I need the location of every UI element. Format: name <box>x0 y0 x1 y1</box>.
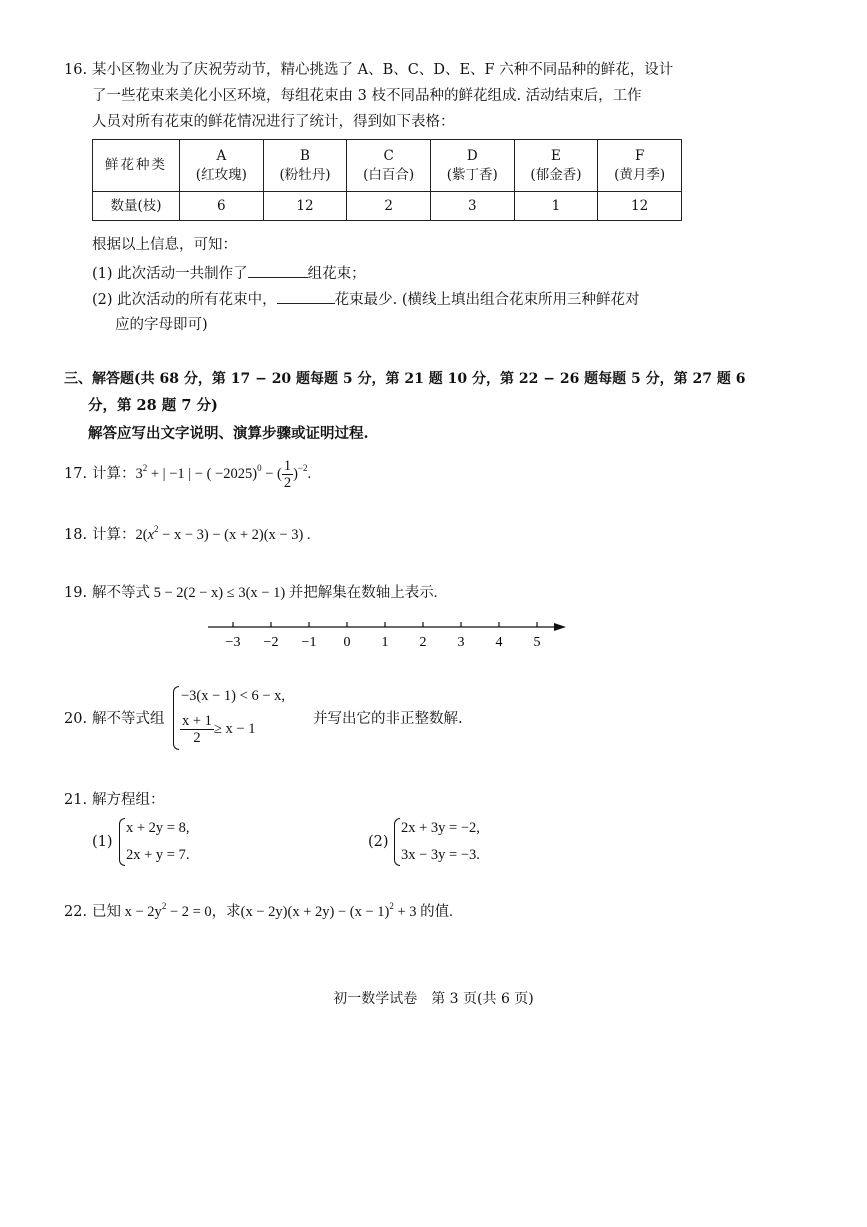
table-column-f: F (黄月季) <box>598 140 682 192</box>
table-row-label: 数量(枝) <box>93 192 180 221</box>
table-column-d: D (紫丁香) <box>430 140 514 192</box>
q20-label: 解不等式组 <box>92 711 165 727</box>
q16-intro: 根据以上信息，可知： <box>92 237 237 253</box>
q21-label: 解方程组： <box>92 792 165 808</box>
q21-system2-label: (2) <box>368 834 389 850</box>
table-cell: 12 <box>598 192 682 221</box>
q16-part2-line2: 应的字母即可) <box>115 317 208 333</box>
q19-text: 解不等式 5 − 2(2 − x) ≤ 3(x − 1) 并把解集在数轴上表示. <box>92 585 438 601</box>
question-number: 18. <box>64 527 88 543</box>
q17-expression: 计算：$3^2$ + | −1 | − ( −2025)$^0$ − ( $\frac{1}{2}$ )$^{-2}$. <box>92 458 312 492</box>
question-number: 16. <box>64 62 88 78</box>
table-cell: 6 <box>180 192 264 221</box>
fraction: $\frac{x + 1}{2}$ <box>182 713 212 746</box>
section-heading-line2: 分，第 28 题 7 分) <box>88 397 218 414</box>
q16-text-line2: 了一些花束来美化小区环境，每组花束由 3 枝不同品种的鲜花组成. 活动结束后，工作 <box>92 88 642 104</box>
q22-text: 已知 $x - 2y^2 - 2 = 0$，求$(x - 2y)(x + 2y) - (x - 1)^2 + 3$ 的值. <box>92 901 453 920</box>
brace <box>119 818 125 866</box>
q18-expression: 计算：$2(x^2 - x - 3) - (x + 2)(x - 3)$ . <box>92 524 311 543</box>
section-heading: 三、解答题(共 68 分，第 17 − 20 题每题 5 分，第 21 题 10 分，第 22 − 26 题每题 5 分，第 27 题 6 <box>64 371 746 387</box>
table-cell: 2 <box>347 192 431 221</box>
q16-text-line3: 人员对所有花束的鲜花情况进行了统计，得到如下表格： <box>92 114 455 130</box>
q20-inequality1: −3(x − 1) < 6 − x, <box>181 688 285 704</box>
q16-part2: (2) 此次活动的所有花束中， 花束最少. (横线上填出组合花束所用三种鲜花对 <box>92 288 640 310</box>
number-line <box>200 615 570 655</box>
number-line-label: 4 <box>495 635 503 650</box>
fraction: $\frac{1}{2}$ <box>283 458 292 492</box>
number-line-label: 5 <box>533 635 541 650</box>
table-header-label: 鲜花种类 <box>93 140 180 192</box>
q21-system1-eq1: x + 2y = 8, <box>126 820 190 836</box>
number-line-label: 2 <box>419 635 427 650</box>
number-line-label: 3 <box>457 635 465 650</box>
table-column-a: A (红玫瑰) <box>180 140 264 192</box>
flower-count-table <box>92 139 682 221</box>
table-cell: 12 <box>263 192 347 221</box>
question-number: 21. <box>64 792 88 808</box>
number-line-label: −2 <box>263 635 279 650</box>
number-line-label: 0 <box>343 635 351 650</box>
q20-inequality2: $\frac{x + 1}{2}$ ≥ x − 1 <box>182 713 256 746</box>
q21-system2-eq2: 3x − 3y = −3. <box>401 847 480 863</box>
q20-instruction: 并写出它的非正整数解. <box>313 711 463 727</box>
table-cell: 3 <box>430 192 514 221</box>
section-instruction: 解答应写出文字说明、演算步骤或证明过程. <box>88 425 369 442</box>
q16-text-line1: 某小区物业为了庆祝劳动节，精心挑选了 A、B、C、D、E、F 六种不同品种的鲜花，设计 <box>92 62 674 78</box>
table-column-b: B (粉牡丹) <box>263 140 347 192</box>
question-number: 17. <box>64 466 88 482</box>
answer-blank[interactable] <box>277 288 335 304</box>
number-line-label: 1 <box>381 635 389 650</box>
table-column-e: E (郁金香) <box>514 140 598 192</box>
q21-system1-label: (1) <box>92 834 113 850</box>
answer-blank[interactable] <box>248 262 308 278</box>
brace <box>173 686 179 750</box>
table-column-c: C (白百合) <box>347 140 431 192</box>
question-number: 20. <box>64 711 88 727</box>
arrow-icon <box>554 623 566 631</box>
question-number: 19. <box>64 585 88 601</box>
q21-system1-eq2: 2x + y = 7. <box>126 847 190 863</box>
brace <box>394 818 400 866</box>
number-line-label: −1 <box>301 635 317 650</box>
number-line-label: −3 <box>225 635 241 650</box>
table-cell: 1 <box>514 192 598 221</box>
q21-system2-eq1: 2x + 3y = −2, <box>401 820 480 836</box>
page-footer: 初一数学试卷 第 3 页(共 6 页) <box>333 991 534 1007</box>
q16-part1: (1) 此次活动一共制作了 组花束； <box>92 262 366 284</box>
question-number: 22. <box>64 904 88 920</box>
